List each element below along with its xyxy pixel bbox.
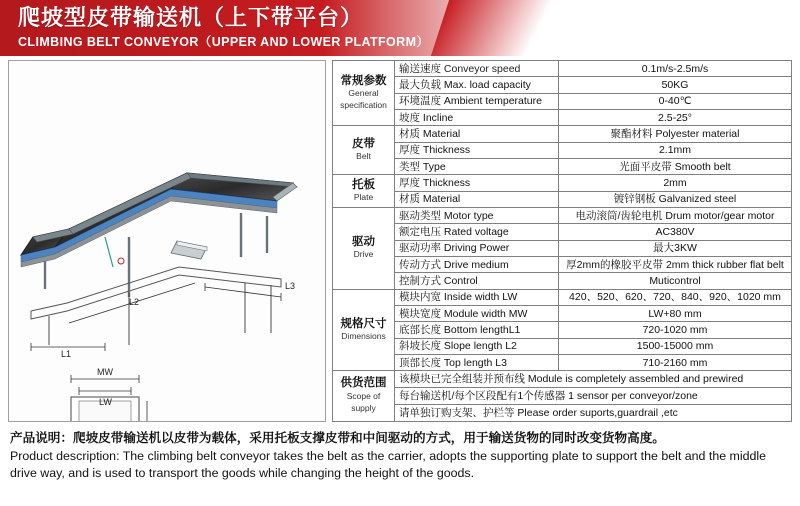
- spec-label: 额定电压 Rated voltage: [395, 224, 559, 240]
- table-row: [333, 77, 792, 93]
- table-row: [333, 404, 792, 421]
- page-title-en: CLIMBING BELT CONVEYOR（UPPER AND LOWER PLATFORM）: [18, 35, 430, 49]
- table-row: [333, 388, 792, 405]
- specification-table: [332, 60, 792, 422]
- category-label-en: Belt: [356, 151, 371, 162]
- category-label-en: General specification: [340, 88, 387, 111]
- category-label-cn: 皮带: [352, 138, 375, 151]
- spec-category-dimensions: [333, 289, 395, 371]
- conveyor-drawing: [9, 61, 325, 421]
- spec-value: 厚2mm的橡胶平皮带 2mm thick rubber flat belt: [559, 256, 792, 272]
- spec-value: 1500-15000 mm: [559, 338, 792, 354]
- spec-label: 材质 Material: [395, 191, 559, 207]
- spec-value: LW+80 mm: [559, 305, 792, 321]
- table-row: [333, 289, 792, 305]
- spec-value: 0.1m/s-2.5m/s: [559, 61, 792, 77]
- category-label-en: Drive: [353, 249, 374, 260]
- spec-value: 电动滚筒/齿轮电机 Drum motor/gear motor: [559, 207, 792, 223]
- spec-label: 输送速度 Conveyor speed: [395, 61, 559, 77]
- spec-value: Muticontrol: [559, 273, 792, 289]
- table-row: [333, 273, 792, 289]
- spec-label: 模块宽度 Module width MW: [395, 305, 559, 321]
- supply-item: 每台输送机/每个区段配有1个传感器 1 sensor per conveyor/zone: [395, 388, 792, 405]
- dim-label-l3: L3: [285, 281, 296, 291]
- table-row: [333, 109, 792, 125]
- category-label-en: Plate: [353, 192, 374, 203]
- spec-value: 420、520、620、720、840、920、1020 mm: [559, 289, 792, 305]
- spec-value: 镀锌钢板 Galvanized steel: [559, 191, 792, 207]
- description-cn-text: 爬坡皮带输送机以皮带为载体，采用托板支撑皮带和中间驱动的方式，用于输送货物的同时改变货物高度。: [72, 431, 665, 445]
- table-row: [333, 61, 792, 77]
- spec-category-drive: [333, 207, 395, 289]
- spec-label: 坡度 Incline: [395, 109, 559, 125]
- dim-label-l1: L1: [61, 349, 72, 359]
- table-row: [333, 338, 792, 354]
- table-row: [333, 93, 792, 109]
- spec-label: 环境温度 Ambient temperature: [395, 93, 559, 109]
- spec-label: 材质 Material: [395, 126, 559, 142]
- spec-value: AC380V: [559, 224, 792, 240]
- table-row: [333, 191, 792, 207]
- supply-item: 请单独订购支架、护栏等 Please order suports,guardrail ,etc: [395, 404, 792, 421]
- spec-category-general: [333, 61, 395, 126]
- description-en: Product description: The climbing belt conveyor takes the belt as the carrier, adopts the supporting plate to support the belt and the middle drive way, and is used to transport the goods while changing the height of the goods.: [10, 449, 767, 480]
- header-text-block: [18, 4, 429, 52]
- category-label-cn: 托板: [352, 179, 375, 192]
- table-row: [333, 224, 792, 240]
- category-label-en: Dimensions: [341, 330, 386, 341]
- table-row: [333, 207, 792, 223]
- spec-value: 2mm: [559, 175, 792, 191]
- category-label-cn: 规格尺寸: [340, 317, 387, 330]
- table-row: [333, 256, 792, 272]
- side-elevation-view: [31, 267, 281, 351]
- spec-category-belt: [333, 126, 395, 175]
- spec-label: 底部长度 Bottom lengthL1: [395, 322, 559, 338]
- spec-value: 50KG: [559, 77, 792, 93]
- spec-label: 厚度 Thickness: [395, 142, 559, 158]
- spec-category-supply: [333, 371, 395, 422]
- dim-label-mw: MW: [97, 367, 113, 377]
- spec-value: 聚酯材料 Polyester material: [559, 126, 792, 142]
- spec-category-plate: [333, 175, 395, 208]
- table-row: [333, 240, 792, 256]
- table-row: [333, 371, 792, 388]
- supply-item: 该模块已完全组装并预布线 Module is completely assembled and prewired: [395, 371, 792, 388]
- dim-label-l2: L2: [129, 297, 140, 307]
- product-description: [0, 426, 800, 482]
- product-drawing-panel: [8, 60, 326, 422]
- page-header: [0, 0, 800, 56]
- table-row: [333, 158, 792, 174]
- front-section-view: [49, 375, 147, 421]
- page-title-cn: 爬坡型皮带输送机（上下带平台）: [18, 5, 364, 30]
- spec-value: 2.1mm: [559, 142, 792, 158]
- table-row: [333, 142, 792, 158]
- table-row: [333, 354, 792, 370]
- table-row: [333, 175, 792, 191]
- main-content: [0, 56, 800, 426]
- table-row: [333, 305, 792, 321]
- category-label-en: Scope of supply: [346, 390, 381, 414]
- spec-value: 2.5-25°: [559, 109, 792, 125]
- spec-value: 720-1020 mm: [559, 322, 792, 338]
- spec-label: 传动方式 Drive medium: [395, 256, 559, 272]
- category-label-cn: 驱动: [352, 236, 375, 249]
- spec-label: 驱动功率 Driving Power: [395, 240, 559, 256]
- spec-value: 光面平皮带 Smooth belt: [559, 158, 792, 174]
- spec-label: 控制方式 Control: [395, 273, 559, 289]
- category-label-cn: 常规参数: [340, 75, 387, 88]
- spec-label: 厚度 Thickness: [395, 175, 559, 191]
- spec-label: 类型 Type: [395, 158, 559, 174]
- spec-label: 斜坡长度 Slope length L2: [395, 338, 559, 354]
- spec-label: 顶部长度 Top length L3: [395, 354, 559, 370]
- spec-value: 710-2160 mm: [559, 354, 792, 370]
- spec-label: 驱动类型 Motor type: [395, 207, 559, 223]
- spec-label: 最大负载 Max. load capacity: [395, 77, 559, 93]
- description-cn-label: 产品说明：: [10, 431, 73, 445]
- category-label-cn: 供货范围: [340, 377, 387, 390]
- spec-label: 模块内宽 Inside width LW: [395, 289, 559, 305]
- spec-value: 0-40℃: [559, 93, 792, 109]
- table-row: [333, 322, 792, 338]
- isometric-view: [21, 173, 297, 297]
- table-row: [333, 126, 792, 142]
- spec-value: 最大3KW: [559, 240, 792, 256]
- dim-label-lw: LW: [99, 397, 112, 407]
- description-cn: [10, 430, 790, 447]
